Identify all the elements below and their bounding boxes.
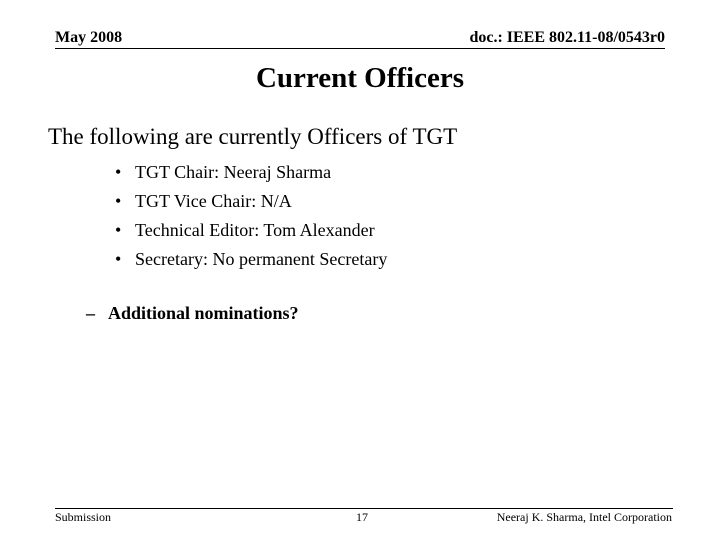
intro-text: The following are currently Officers of TGT <box>48 124 458 149</box>
bullet-icon: • <box>115 162 122 182</box>
page-number: 17 <box>356 510 368 524</box>
header-divider <box>55 48 665 49</box>
nominations-item <box>86 303 299 324</box>
bullet-icon: • <box>115 249 122 269</box>
footer-submission: Submission <box>55 510 112 524</box>
bullet-icon: • <box>115 191 122 211</box>
officer-item-chair: TGT Chair: Neeraj Sharma <box>135 162 332 182</box>
footer-author: Neeraj K. Sharma, Intel Corporation <box>496 510 672 524</box>
nominations-text: Additional nominations? <box>108 303 299 323</box>
officer-item-vice-chair: TGT Vice Chair: N/A <box>135 191 292 211</box>
footer-divider <box>55 508 673 509</box>
bullet-icon: • <box>115 220 122 240</box>
officer-item-editor: Technical Editor: Tom Alexander <box>135 220 375 240</box>
header-date: May 2008 <box>55 29 123 46</box>
dash-icon: – <box>86 303 95 323</box>
officer-item-secretary: Secretary: No permanent Secretary <box>135 249 388 269</box>
header-doc-id: doc.: IEEE 802.11-08/0543r0 <box>469 29 665 46</box>
slide-title: Current Officers <box>255 62 465 94</box>
